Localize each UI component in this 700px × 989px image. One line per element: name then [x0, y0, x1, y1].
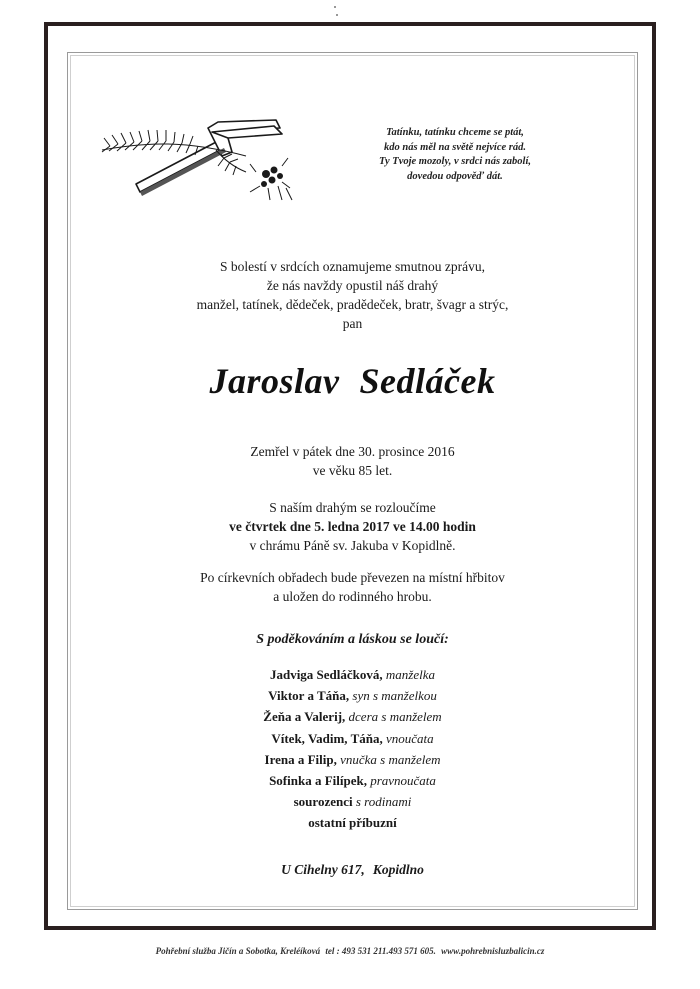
mourner-names: Vítek, Vadim, Táňa,	[271, 730, 383, 746]
mourner-relation: s rodinami	[355, 794, 412, 810]
motto-line: kdo nás měl na světě nejvíce rád.	[383, 141, 527, 153]
address-street: U Cihelny 617,	[281, 862, 365, 877]
mourner-row	[67, 749, 638, 770]
mourner-relation: syn s manželkou	[352, 688, 437, 704]
scan-speck	[334, 6, 336, 8]
mourners-list	[67, 664, 638, 834]
footer-company: Pohřební služba Jičín a Sobotka, Kreléíková	[155, 946, 321, 956]
thanks-heading: S poděkováním a láskou se loučí:	[256, 632, 449, 647]
motto-line: Ty Tvoje mozoly, v srdci nás zabolí,	[378, 156, 532, 167]
cross-with-palm-icon	[96, 112, 306, 212]
farewell-place: v chrámu Páně sv. Jakuba v Kopidlně.	[249, 538, 456, 553]
announcement-intro	[67, 257, 638, 333]
burial-line: Po církevních obřadech bude převezen na místní hřbitov	[200, 570, 505, 585]
intro-line: manžel, tatínek, dědeček, pradědeček, bratr, švagr a strýc,	[196, 297, 509, 312]
footer-web: www.pohrebnisluzbalicin.cz	[441, 946, 545, 956]
mourner-row	[67, 728, 638, 749]
burial-line: a uložen do rodinného hrobu.	[273, 589, 432, 604]
motto-poem	[350, 126, 560, 184]
funeral-service-footer	[0, 946, 700, 956]
burial-info	[67, 568, 638, 606]
motto-line: Tatínku, tatínku chceme se ptát,	[386, 127, 524, 138]
death-info	[67, 442, 638, 480]
mourner-names: Sofinka a Filípek,	[269, 773, 367, 789]
mourner-names: ostatní příbuzní	[308, 815, 397, 831]
age: ve věku 85 let.	[312, 463, 393, 478]
mourner-names: Viktor a Táňa,	[268, 688, 350, 704]
mourner-row	[67, 791, 638, 812]
mourner-relation: pravnoučata	[370, 773, 436, 789]
mourner-names: Irena a Filip,	[264, 751, 337, 767]
mourner-names: sourozenci	[293, 794, 353, 810]
farewell-info	[67, 498, 638, 555]
intro-line: pan	[342, 316, 363, 331]
mourner-relation: manželka	[385, 667, 436, 682]
mourner-row	[67, 685, 638, 706]
farewell-line: S naším drahým se rozloučíme	[269, 500, 436, 515]
mourner-row	[67, 812, 638, 833]
first-name: Jaroslav	[209, 361, 340, 401]
motto-line: dovedou odpověď dát.	[407, 170, 503, 182]
mourner-row	[67, 664, 638, 685]
mourner-relation: vnučka s manželem	[340, 751, 441, 767]
intro-line: S bolestí v srdcích oznamujeme smutnou zprávu,	[219, 259, 486, 274]
mourner-relation: dcera s manželem	[348, 709, 442, 725]
mourner-relation: vnoučata	[385, 730, 434, 746]
address-town: Kopidlno	[372, 862, 424, 877]
death-date: Zemřel v pátek dne 30. prosince 2016	[250, 444, 455, 459]
scan-speck	[336, 14, 338, 16]
mourner-row	[67, 706, 638, 727]
farewell-datetime: ve čtvrtek dne 5. ledna 2017 ve 14.00 hodin	[229, 519, 476, 534]
intro-line: že nás navždy opustil náš drahý	[266, 278, 439, 293]
home-address	[67, 862, 638, 878]
mourner-names: Jadviga Sedláčková,	[269, 667, 383, 682]
last-name: Sedláček	[359, 361, 496, 401]
mourner-names: Žeňa a Valerij,	[263, 709, 346, 725]
deceased-name	[67, 360, 638, 402]
footer-phones: tel : 493 531 211.493 571 605.	[325, 946, 436, 956]
mourner-row	[67, 770, 638, 791]
